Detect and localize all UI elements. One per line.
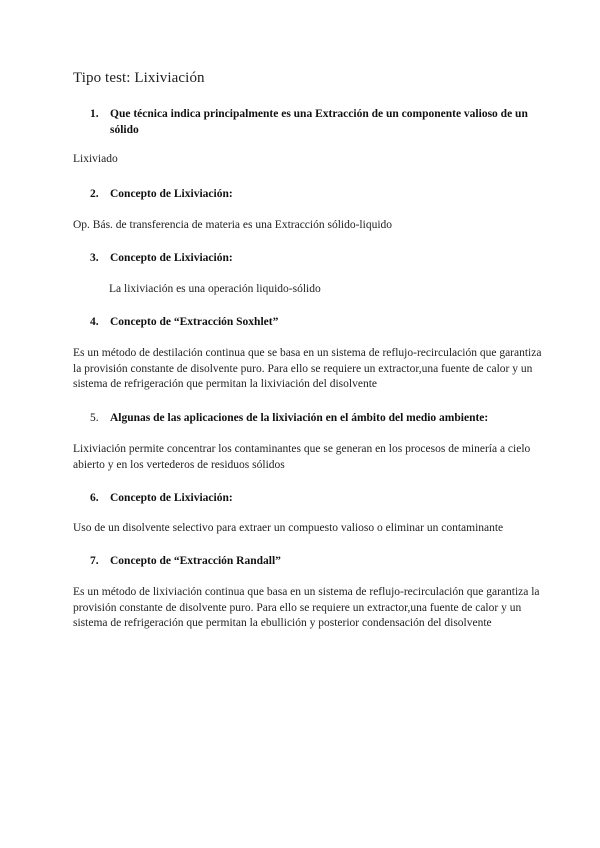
question-4 [90, 314, 530, 330]
question-number: 3. [90, 252, 99, 264]
question-text: Concepto de “Extracción Randall” [110, 555, 281, 567]
question-number: 4. [90, 316, 99, 328]
question-text: Algunas de las aplicaciones de la lixiviación en el ámbito del medio ambiente: [110, 412, 489, 424]
question-number: 5. [90, 412, 99, 424]
question-text: Concepto de “Extracción Soxhlet” [110, 316, 279, 328]
question-number: 6. [90, 492, 99, 504]
question-number: 7. [90, 555, 99, 567]
question-number: 1. [90, 108, 99, 120]
question-5 [90, 410, 540, 426]
answer-2: Op. Bás. de transferencia de materia es una Extracción sólido-liquido [73, 219, 393, 231]
question-7 [90, 553, 530, 569]
answer-6: Uso de un disolvente selectivo para extraer un compuesto valioso o eliminar un contaminante [73, 522, 504, 534]
question-3 [90, 250, 530, 266]
question-number: 2. [90, 188, 99, 200]
question-1 [90, 106, 530, 138]
question-6 [90, 490, 530, 506]
question-text: Que técnica indica principalmente es una Extracción de un componente valioso de un sólido [110, 108, 528, 136]
answer-3: La lixiviación es una operación liquido-sólido [109, 283, 321, 295]
question-text: Concepto de Lixiviación: [110, 492, 233, 504]
page-title: Tipo test: Lixiviación [73, 70, 205, 86]
question-text: Concepto de Lixiviación: [110, 252, 233, 264]
answer-1: Lixiviado [73, 153, 118, 165]
question-2 [90, 186, 530, 202]
answer-5: Lixiviación permite concentrar los contaminantes que se generan en los procesos de minería a cielo abierto y en los vertederos de residuos sólidos [73, 443, 531, 471]
answer-4: Es un método de destilación continua que se basa en un sistema de reflujo-recirculación que garantiza la provisión constante de disolvente puro. Para ello se requiere un extractor,una fuente de calor y un sistema de refrigeración que permitan la lixiviación del disolvente [73, 347, 542, 390]
answer-7: Es un método de lixiviación continua que basa en un sistema de reflujo-recirculación que garantiza la provisión constante de disolvente puro. Para ello se requiere un extractor,una fuente de calor y un sistema de refrigeración que permitan la ebullición y posterior condensación del disolvente [73, 586, 540, 629]
question-text: Concepto de Lixiviación: [110, 188, 233, 200]
